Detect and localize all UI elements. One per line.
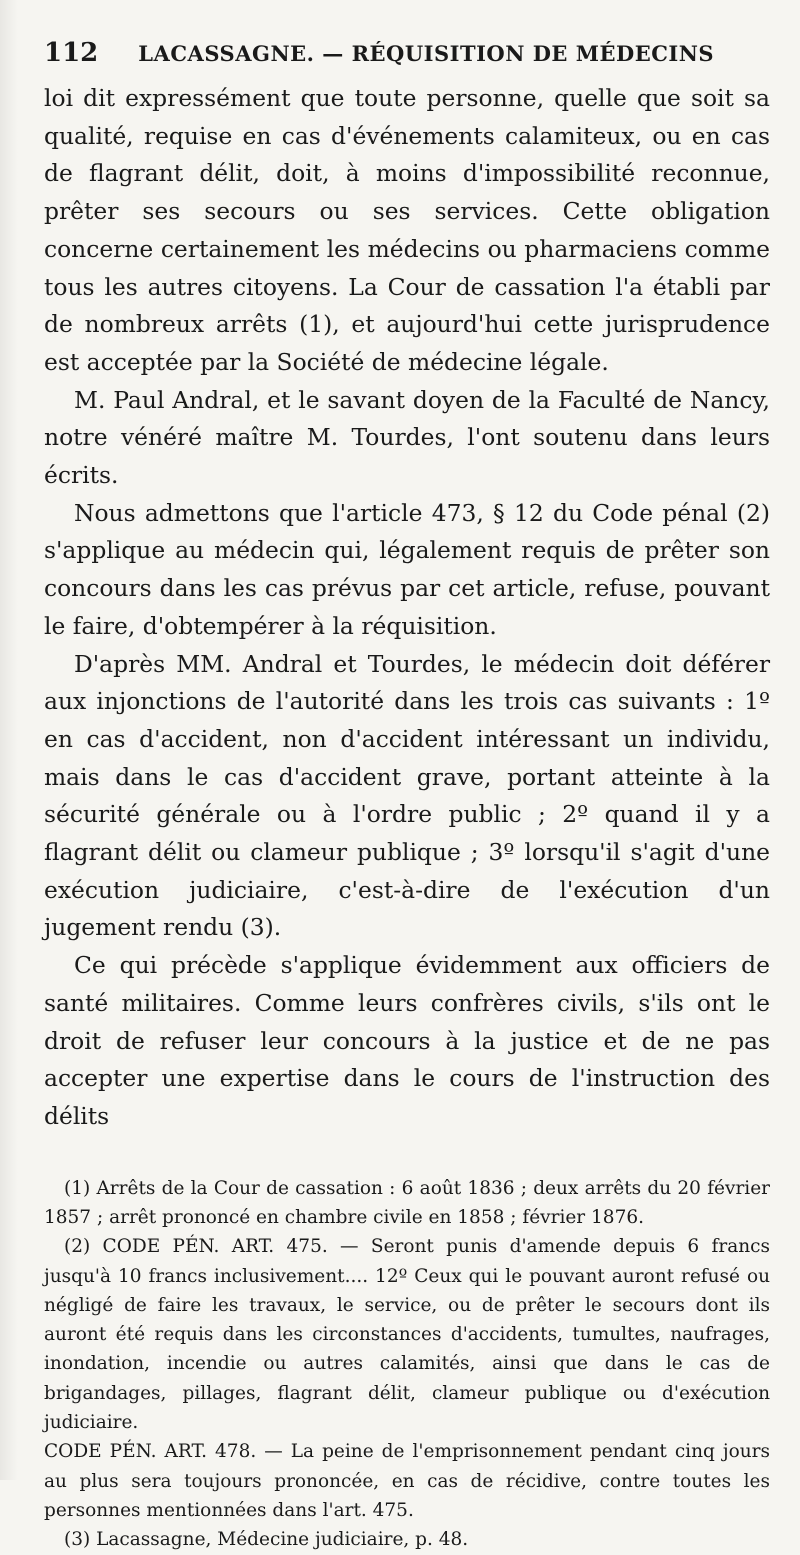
paragraph: Nous admettons que l'article 473, § 12 du Code pénal (2) s'applique au médecin qui, légalement requis de prêter son concours dans les cas prévus par cet article, refuse, pouvant le faire, d'obtempérer à la réquisition. <box>44 498 770 640</box>
footnote: CODE PÉN. ART. 478. — La peine de l'emprisonnement pendant cinq jours au plus sera toujours prononcée, en cas de récidive, contre toutes les personnes mentionnées dans l'art. 475. <box>44 1441 770 1521</box>
footnote: (3) Lacassagne, Médecine judiciaire, p. 48. <box>64 1529 469 1551</box>
paragraph: M. Paul Andral, et le savant doyen de la Faculté de Nancy, notre vénéré maître M. Tourdes, l'ont soutenu dans leurs écrits. <box>44 385 770 490</box>
body-text <box>44 80 770 1136</box>
paragraph: Ce qui précède s'applique évidemment aux officiers de santé militaires. Comme leurs confrères civils, s'ils ont le droit de refuser leur concours à la justice et de ne pas accepter une expertise dans le cours de l'instruction des délits <box>44 951 770 1130</box>
page-header <box>44 38 770 80</box>
paragraph: D'après MM. Andral et Tourdes, le médecin doit déférer aux injonctions de l'autorité dans les trois cas suivants : 1º en cas d'accident, non d'accident intéressant un individu, mais dans le cas d'accident grave, portant atteinte à la sécurité générale ou à l'ordre public ; 2º quand il y a flagrant délit ou clameur publique ; 3º lorsqu'il s'agit d'une exécution judiciaire, c'est-à-dire de l'exécution d'un jugement rendu (3). <box>44 649 770 942</box>
footnote: (1) Arrêts de la Cour de cassation : 6 août 1836 ; deux arrêts du 20 février 1857 ; arrêt prononcé en chambre civile en 1858 ; février 1876. <box>44 1177 770 1228</box>
page-number: 112 <box>44 38 99 68</box>
footnotes <box>44 1174 770 1555</box>
paragraph: loi dit expressément que toute personne, quelle que soit sa qualité, requise en cas d'événements calamiteux, ou en cas de flagrant délit, doit, à moins d'impossibilité reconnue, prêter ses secours ou ses services. Cette obligation concerne certainement les médecins ou pharmaciens comme tous les autres citoyens. La Cour de cassation l'a établi par de nombreux arrêts (1), et aujourd'hui cette jurisprudence est acceptée par la Société de médecine légale. <box>44 84 770 376</box>
running-head: LACASSAGNE. — RÉQUISITION DE MÉDECINS <box>138 41 715 66</box>
footnote: (2) CODE PÉN. ART. 475. — Seront punis d'amende depuis 6 francs jusqu'à 10 francs inclusivement.... 12º Ceux qui le pouvant auront refusé ou négligé de faire les travaux, le service, ou de prêter le secours dont ils auront été requis dans les circonstances d'accidents, tumultes, naufrages, inondation, incendie ou autres calamités, ainsi que dans le cas de brigandages, pillages, flagrant délit, clameur publique ou d'exécution judiciaire. <box>44 1236 770 1434</box>
